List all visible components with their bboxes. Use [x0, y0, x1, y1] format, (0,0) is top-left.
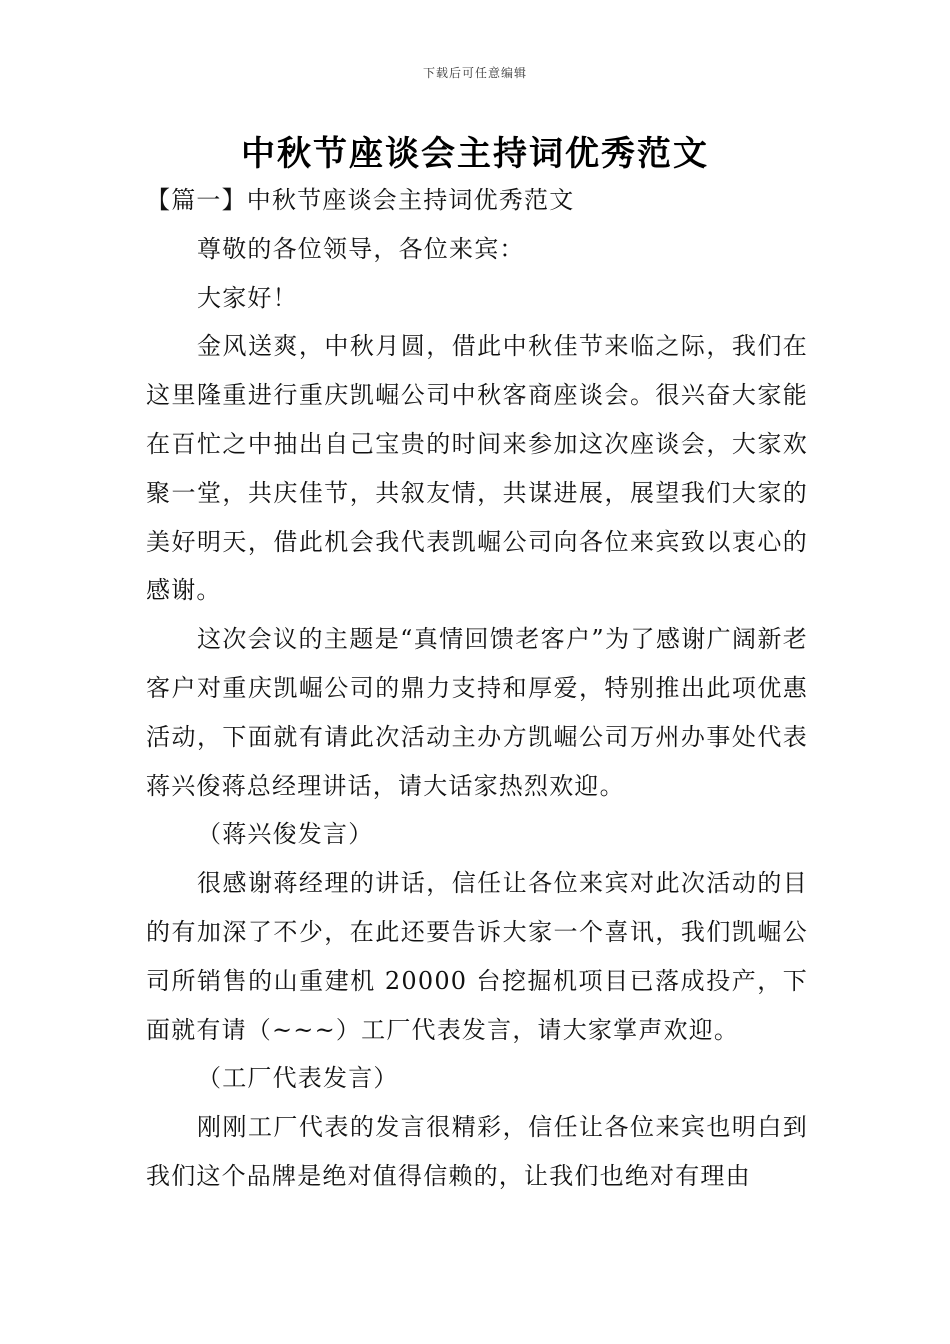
closing-paragraph: 刚刚工厂代表的发言很精彩，信任让各位来宾也明白到我们这个品牌是绝对值得信赖的，让我们也绝对有理由 [146, 1113, 808, 1190]
header-note: 下载后可任意编辑 [422, 66, 527, 80]
document-title: 中秋节座谈会主持词优秀范文 [241, 134, 709, 174]
stage-direction-jiang: （蒋兴俊发言） [197, 820, 374, 849]
theme-paragraph: 这次会议的主题是“真情回馈老客户”为了感谢广阔新老客户对重庆凯崛公司的鼎力支持和厚爱，特别推出此项优惠活动，下面就有请此次活动主办方凯崛公司万州办事处代表蒋兴俊蒋总经理讲话，请大话家热烈欢迎。 [146, 625, 808, 800]
hello-paragraph: 大家好！ [197, 283, 298, 312]
stage-direction-factory: （工厂代表发言） [197, 1064, 399, 1093]
greeting-paragraph: 尊敬的各位领导，各位来宾： [197, 234, 525, 263]
thanks-paragraph: 很感谢蒋经理的讲话，信任让各位来宾对此次活动的目的有加深了不少，在此还要告诉大家一个喜讯，我们凯崛公司所销售的山重建机 20000 台挖掘机项目已落成投产，下面就有请（~~~）工厂代表发言，请大家掌声欢迎。 [146, 869, 808, 1044]
opening-paragraph: 金风送爽，中秋月圆，借此中秋佳节来临之际，我们在这里隆重进行重庆凯崛公司中秋客商座谈会。很兴奋大家能在百忙之中抽出自己宝贵的时间来参加这次座谈会，大家欢聚一堂，共庆佳节，共叙友情，共谋进展，展望我们大家的美好明天，借此机会我代表凯崛公司向各位来宾致以衷心的感谢。 [146, 332, 808, 605]
section-heading: 【篇一】中秋节座谈会主持词优秀范文 [146, 186, 575, 214]
document-body [146, 176, 808, 1201]
